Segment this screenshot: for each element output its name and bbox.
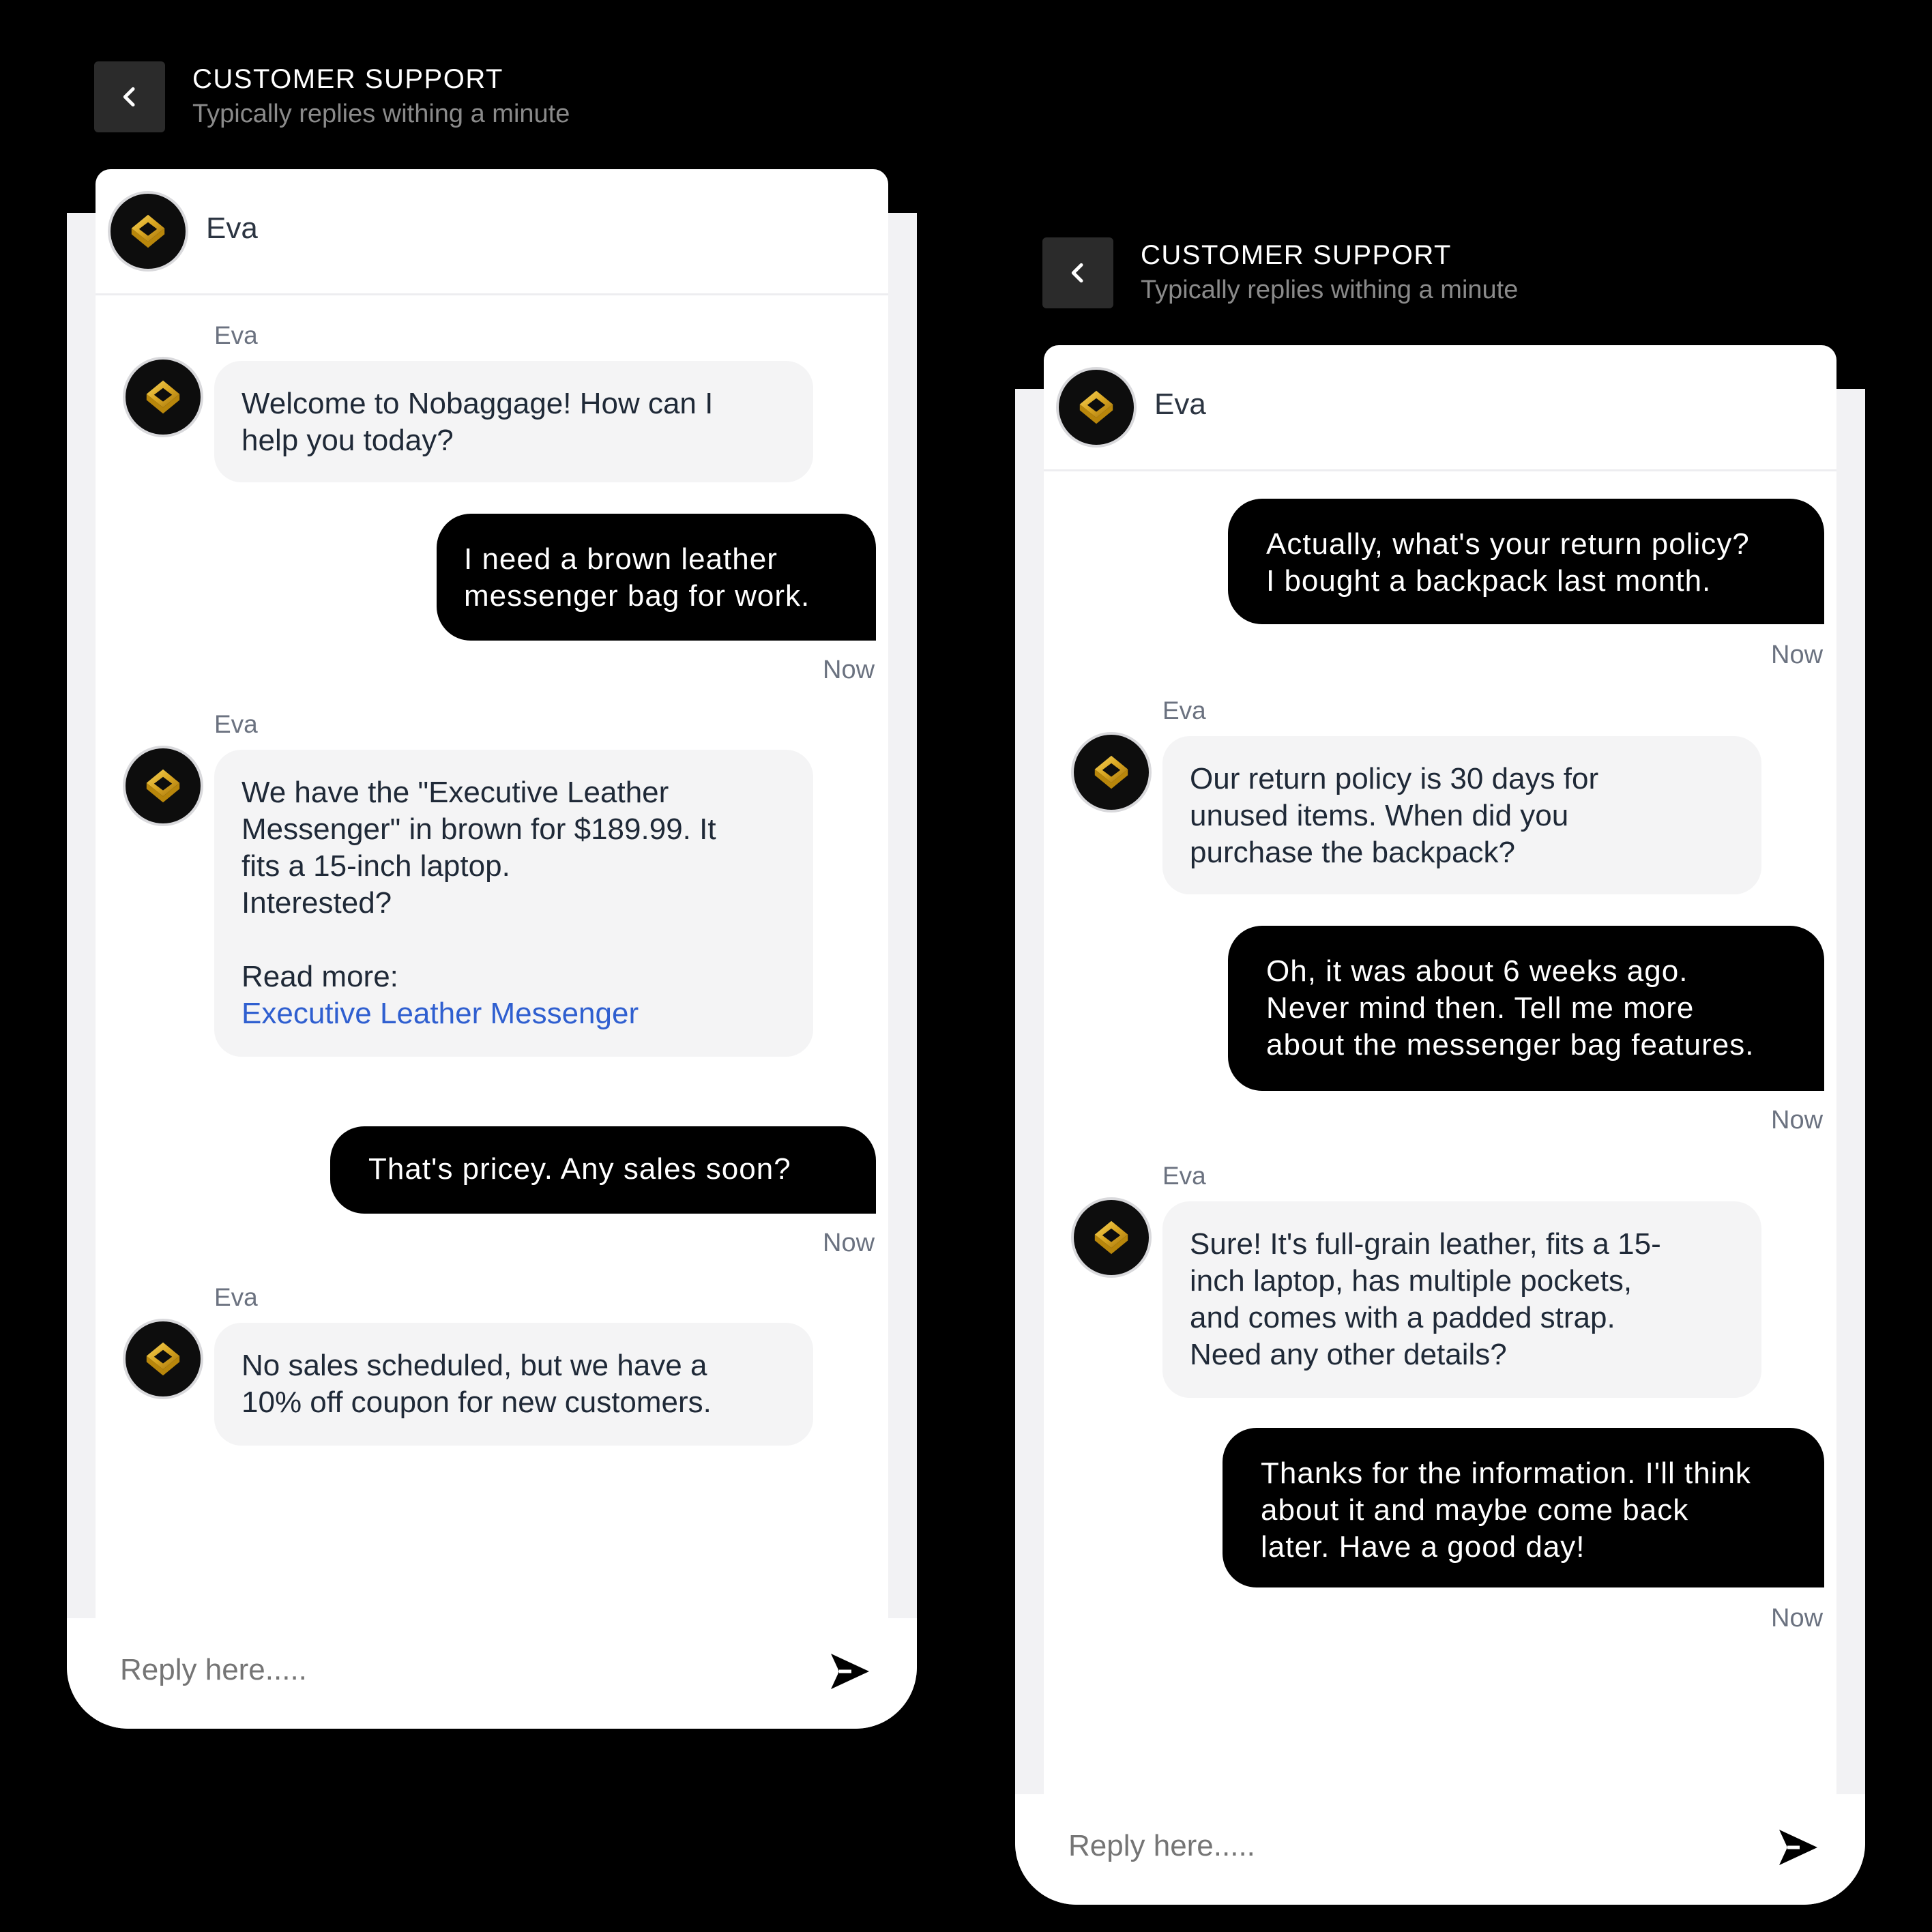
header-title: CUSTOMER SUPPORT [1141, 240, 1452, 270]
bot-avatar [126, 1321, 201, 1396]
bot-message: Our return policy is 30 days for unused items. When did you purchase the backpack? [1162, 736, 1761, 894]
agent-name: Eva [1154, 387, 1206, 421]
chevron-left-icon [116, 83, 143, 111]
chat-window [1015, 389, 1865, 1905]
user-message: Oh, it was about 6 weeks ago. Never mind then. Tell me more about the messenger bag features. [1228, 926, 1824, 1091]
back-button[interactable] [94, 61, 165, 132]
bot-avatar [126, 748, 201, 823]
message-time: Now [823, 656, 875, 684]
user-message: That's pricey. Any sales soon? [330, 1126, 876, 1214]
bot-avatar [126, 360, 201, 435]
message-time: Now [823, 1229, 875, 1257]
agent-avatar [1059, 370, 1134, 445]
user-message: Actually, what's your return policy? I bought a backpack last month. [1228, 499, 1824, 624]
logo-icon [1089, 750, 1134, 795]
agent-name: Eva [206, 211, 258, 245]
bot-message-text: We have the "Executive Leather Messenger" in brown for $189.99. It fits a 15-inch laptop. Interested? Read more: [241, 776, 716, 993]
logo-icon [141, 375, 186, 420]
reply-input[interactable] [1067, 1828, 1684, 1864]
header-title: CUSTOMER SUPPORT [192, 64, 503, 94]
message-time: Now [1771, 1106, 1824, 1135]
bot-message [214, 750, 813, 1057]
sender-name: Eva [214, 321, 258, 349]
sender-name: Eva [1162, 1162, 1206, 1190]
product-link[interactable]: Executive Leather Messenger [241, 997, 639, 1030]
back-button[interactable] [1042, 237, 1113, 308]
sender-name: Eva [214, 1283, 258, 1311]
bot-message: No sales scheduled, but we have a 10% off coupon for new customers. [214, 1323, 813, 1446]
logo-icon [1089, 1215, 1134, 1260]
user-message: I need a brown leather messenger bag for work. [437, 514, 876, 641]
header-subtitle: Typically replies withing a minute [1141, 276, 1519, 304]
sender-name: Eva [1162, 697, 1206, 724]
chat-header [1042, 237, 1793, 308]
logo-icon [126, 209, 171, 254]
message-time: Now [1771, 641, 1824, 669]
header-subtitle: Typically replies withing a minute [192, 100, 570, 128]
logo-icon [141, 1336, 186, 1381]
sender-name: Eva [214, 710, 258, 738]
bot-message: Sure! It's full-grain leather, fits a 15- inch laptop, has multiple pockets, and comes with a padded strap. Need any other details? [1162, 1201, 1761, 1398]
chat-window [67, 213, 917, 1729]
chat-card [96, 169, 888, 1626]
reply-input[interactable] [119, 1652, 735, 1688]
bot-avatar [1074, 1200, 1149, 1275]
agent-header [96, 169, 888, 295]
chat-header [94, 61, 845, 132]
chat-card [1044, 345, 1836, 1802]
bot-avatar [1074, 735, 1149, 810]
bot-message: Welcome to Nobaggage! How can I help you today? [214, 361, 813, 482]
agent-header [1044, 345, 1836, 471]
agent-avatar [111, 194, 186, 269]
send-icon[interactable] [828, 1650, 872, 1693]
logo-icon [141, 763, 186, 808]
chevron-left-icon [1064, 259, 1092, 287]
user-message: Thanks for the information. I'll think about it and maybe come back later. Have a good day! [1223, 1428, 1824, 1587]
reply-bar [1015, 1794, 1865, 1905]
reply-bar [67, 1618, 917, 1729]
message-time: Now [1771, 1604, 1824, 1633]
logo-icon [1074, 385, 1119, 430]
send-icon[interactable] [1776, 1826, 1820, 1869]
